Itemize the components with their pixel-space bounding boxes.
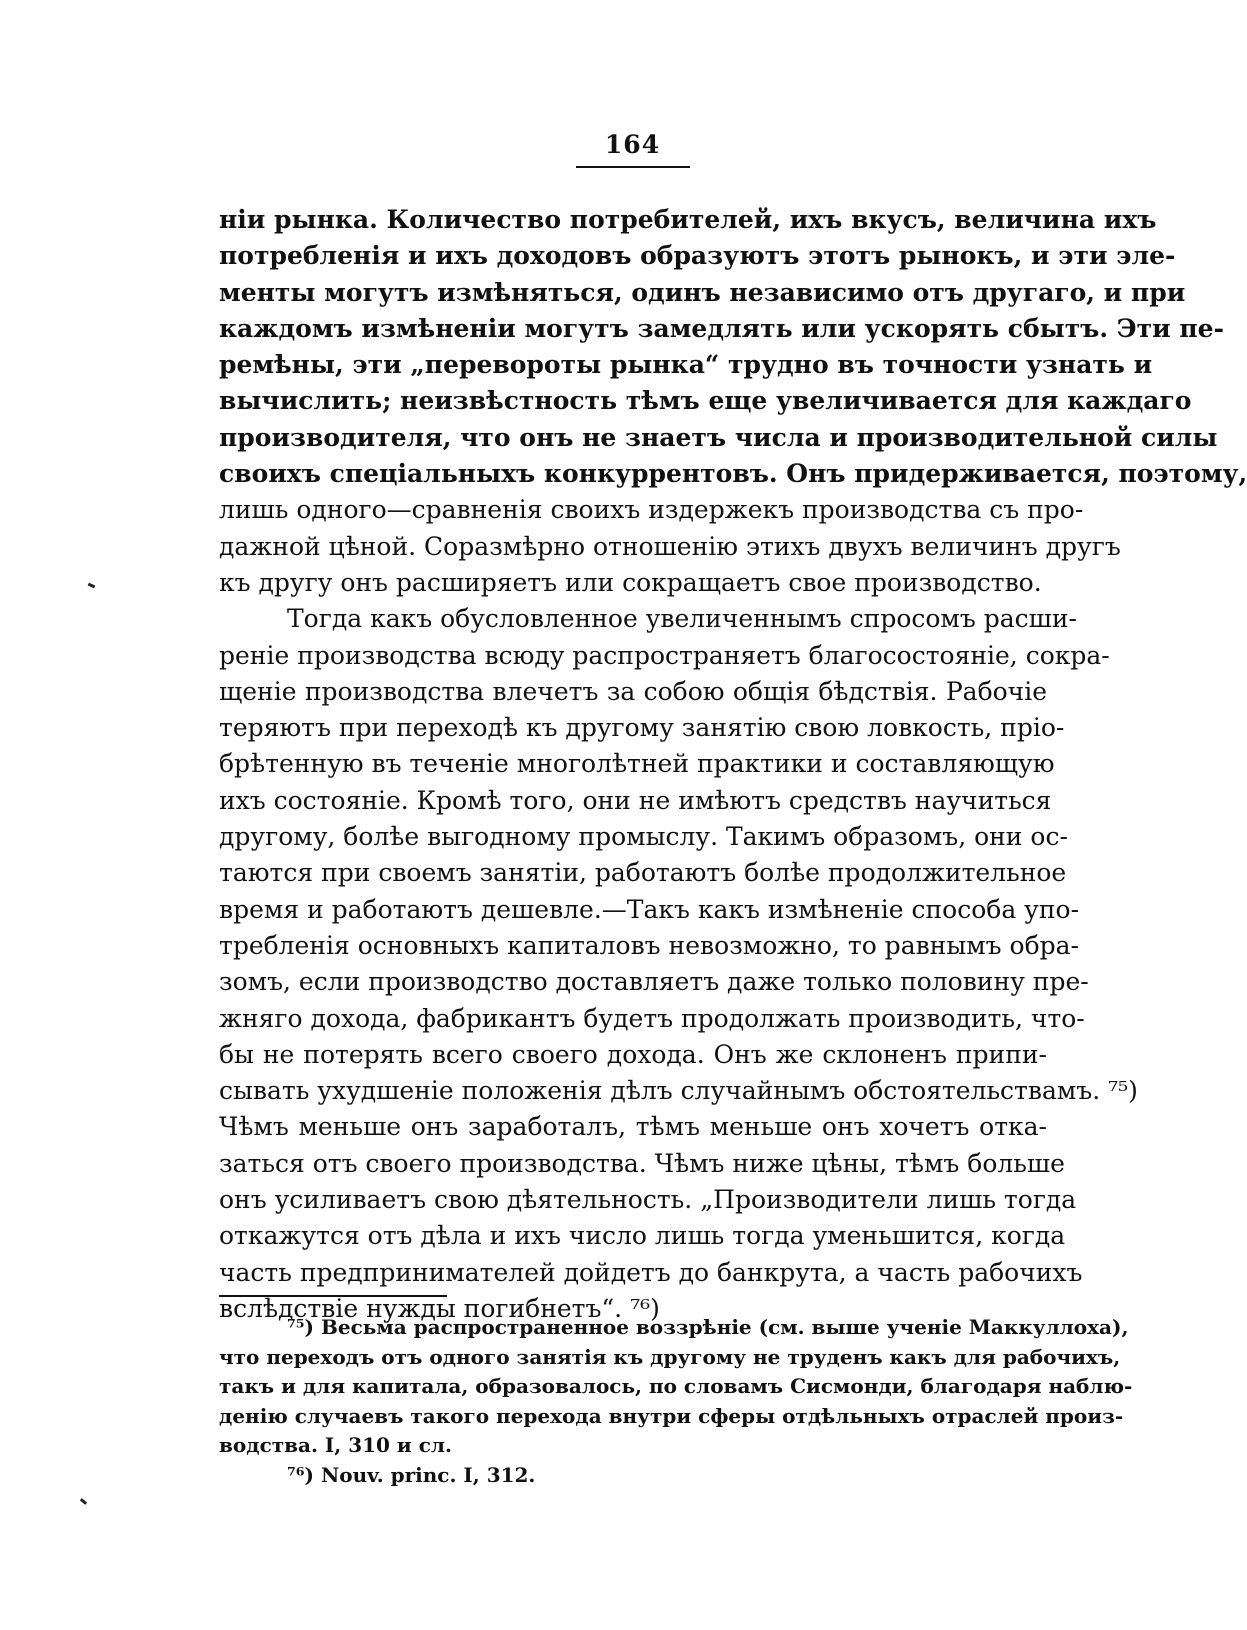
footnotes (219, 1313, 1133, 1490)
footnote-line: ⁷⁵) Весьма распространенное воззрѣніе (см. выше ученіе Маккуллоха), (287, 1315, 1129, 1339)
footnote-line: денію случаевъ такого перехода внутри сферы отдѣльныхъ отраслей произ- (219, 1403, 1124, 1428)
body-line: потребленія и ихъ доходовъ образуютъ этотъ рынокъ, и эти эле- (219, 241, 1176, 271)
footnote-line: такъ и для капитала, образовалось, по словамъ Сисмонди, благодаря наблю- (219, 1374, 1133, 1398)
body-line: бы не потерять всего своего дохода. Онъ же склоненъ припи- (219, 1039, 1047, 1069)
body-line: вслѣдствіе нужды погибнетъ“. ⁷⁶) (219, 1293, 660, 1323)
body-line: вычислить; неизвѣстность тѣмъ еще увеличивается для каждаго (219, 386, 1192, 416)
footnote-line: ⁷⁶) Nouv. princ. I, 312. (287, 1462, 536, 1487)
body-line: ремѣны, эти „перевороты рынка“ трудно въ точности узнать и (219, 350, 1153, 380)
footnote-line: что переходъ отъ одного занятія къ другому не труденъ какъ для рабочихъ, (219, 1344, 1121, 1369)
body-line: реніе производства всюду распространяетъ благосостояніе, сокра- (219, 640, 1110, 670)
body-line: Чѣмъ меньше онъ заработалъ, тѣмъ меньше онъ хочетъ отка- (219, 1112, 1047, 1142)
footnote-line: водства. I, 310 и сл. (219, 1433, 452, 1457)
scan-speck (80, 1498, 87, 1505)
body-line: лишь одного—сравненія своихъ издержекъ производства съ про- (219, 495, 1084, 525)
page-number-rule (576, 166, 690, 168)
body-line: жняго дохода, фабрикантъ будетъ продолжать производить, что- (219, 1003, 1085, 1033)
body-line: ніи рынка. Количество потребителей, ихъ вкусъ, величина ихъ (219, 205, 1157, 234)
body-line: къ другу онъ расширяетъ или сокращаетъ свое производство. (219, 567, 1042, 597)
body-line: щеніе производства влечетъ за собою общія бѣдствія. Рабочіе (219, 676, 1047, 706)
body-line: менты могутъ измѣняться, одинъ независимо отъ другаго, и при (219, 277, 1186, 307)
body-line: ихъ состояніе. Кромѣ того, они не имѣютъ средствъ научиться (219, 785, 1052, 815)
body-line: производителя, что онъ не знаетъ числа и производительной силы (219, 422, 1218, 452)
body-line: другому, болѣе выгодному промыслу. Такимъ образомъ, они ос- (219, 822, 1068, 852)
body-line: каждомъ измѣненіи могутъ замедлять или ускорять сбытъ. Эти пе- (219, 313, 1224, 343)
page-number: 164 (604, 130, 661, 159)
footnote-separator (219, 1295, 447, 1297)
body-line: время и работаютъ дешевле.—Такъ какъ измѣненіе способа упо- (219, 894, 1080, 924)
body-line: своихъ спеціальныхъ конкуррентовъ. Онъ придерживается, поэтому, (219, 459, 1247, 489)
body-line: дажной цѣной. Соразмѣрно отношенію этихъ двухъ величинъ другъ (219, 531, 1121, 561)
body-line: онъ усиливаетъ свою дѣятельность. „Производители лишь тогда (219, 1185, 1077, 1215)
body-line: сывать ухудшеніе положенія дѣлъ случайнымъ обстоятельствамъ. ⁷⁵) (219, 1076, 1138, 1106)
body-line: требленія основныхъ капиталовъ невозможно, то равнымъ обра- (219, 930, 1079, 960)
body-line: таются при своемъ занятіи, работаютъ болѣе продолжительное (219, 858, 1067, 888)
body-line: часть предпринимателей дойдетъ до банкрута, а часть рабочихъ (219, 1257, 1083, 1287)
scan-speck (88, 583, 96, 589)
body-line: Тогда какъ обусловленное увеличеннымъ спросомъ расши- (287, 604, 1077, 634)
body-line: заться отъ своего производства. Чѣмъ ниже цѣны, тѣмъ больше (219, 1148, 1065, 1178)
body-line: откажутся отъ дѣла и ихъ число лишь тогда уменьшится, когда (219, 1221, 1066, 1251)
body-line: брѣтенную въ теченіе многолѣтней практики и составляющую (219, 749, 1055, 779)
body-line: зомъ, если производство доставляетъ даже только половину пре- (219, 967, 1089, 997)
body-line: теряютъ при переходѣ къ другому занятію свою ловкость, пріо- (219, 713, 1065, 743)
